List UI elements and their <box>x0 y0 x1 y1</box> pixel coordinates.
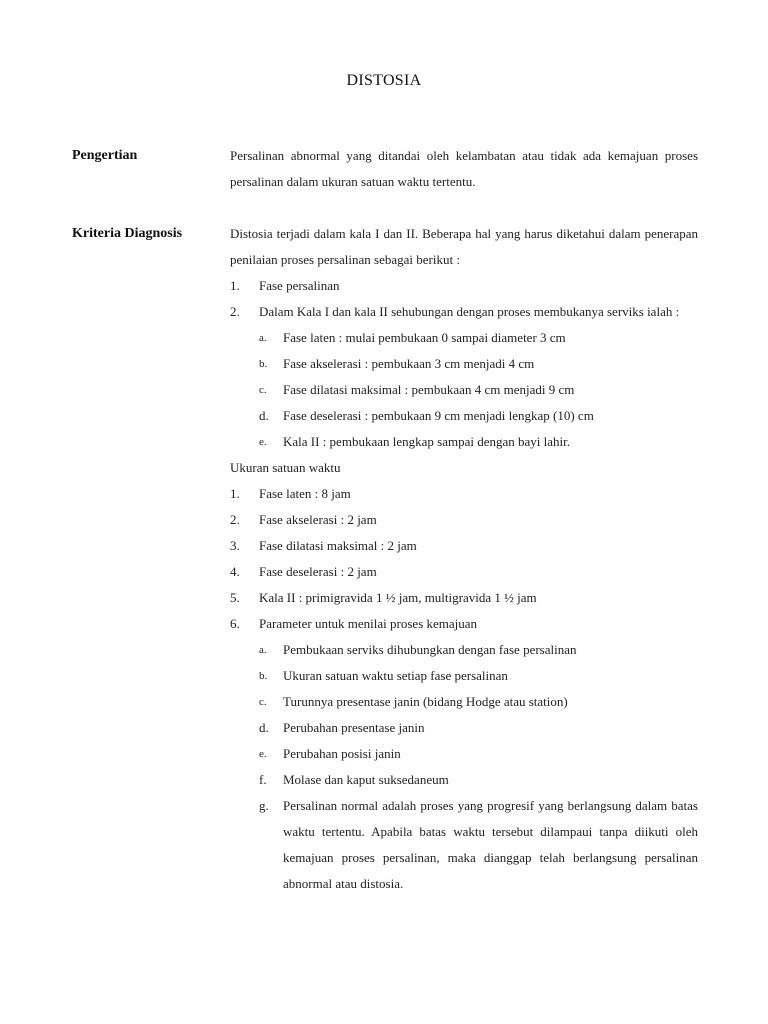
list-item-text: Fase deselerasi : 2 jam <box>259 564 377 579</box>
list-item-text: Parameter untuk menilai proses kemajuan <box>259 616 478 631</box>
list-item <box>230 611 698 637</box>
ukuran-heading: Ukuran satuan waktu <box>230 460 341 475</box>
sub-list-item <box>259 351 698 377</box>
sub-list-text: Molase dan kaput suksedaneum <box>283 772 449 787</box>
sub-list-text: Ukuran satuan waktu setiap fase persalinan <box>283 668 508 683</box>
criteria-intro-paragraph: Distosia terjadi dalam kala I dan II. Beberapa hal yang harus diketahui dalam penerapan penilaian proses persalinan sebagai berikut : <box>230 226 698 267</box>
sub-list-item <box>259 741 698 767</box>
list-item-marker: 4. <box>230 564 240 579</box>
sub-list-marker: g. <box>259 798 269 813</box>
sub-list-text: Persalinan normal adalah proses yang progresif yang berlangsung dalam batas waktu tertentu. Apabila batas waktu tersebut dilampaui tanpa diikuti oleh kemajuan proses persalinan, maka dianggap telah berlangsung persalinan abnormal atau distosia. <box>283 798 698 891</box>
sub-list-marker: e. <box>259 436 267 448</box>
list-item-text: Fase persalinan <box>259 278 340 293</box>
definition-paragraph: Persalinan abnormal yang ditandai oleh kelambatan atau tidak ada kemajuan proses persalinan dalam ukuran satuan waktu tertentu. <box>230 148 698 189</box>
list-item <box>230 585 698 611</box>
list-item-marker: 1. <box>230 486 240 501</box>
sub-list-marker: b. <box>259 670 268 682</box>
sub-list-text: Pembukaan serviks dihubungkan dengan fase persalinan <box>283 642 577 657</box>
list-item <box>230 507 698 533</box>
sub-list-text: Fase laten : mulai pembukaan 0 sampai diameter 3 cm <box>283 330 566 345</box>
sub-list-marker: e. <box>259 748 267 760</box>
sub-list-text: Perubahan presentase janin <box>283 720 425 735</box>
sub-list-text: Fase deselerasi : pembukaan 9 cm menjadi lengkap (10) cm <box>283 408 594 423</box>
list-item-marker: 2. <box>230 512 240 527</box>
sub-list-text: Perubahan posisi janin <box>283 746 401 761</box>
sub-list-item <box>259 793 698 897</box>
sub-list-item <box>259 637 698 663</box>
list-item <box>230 481 698 507</box>
sub-list-item <box>259 325 698 351</box>
sub-list-marker: d. <box>259 720 269 735</box>
sub-list-marker: d. <box>259 408 269 423</box>
list-item-marker: 2. <box>230 304 240 319</box>
sub-list-item <box>259 403 698 429</box>
list-item-text: Dalam Kala I dan kala II sehubungan dengan proses membukanya serviks ialah : <box>259 304 680 319</box>
list-item-marker: 6. <box>230 616 240 631</box>
sub-list-marker: a. <box>259 644 267 656</box>
sub-list-item <box>259 663 698 689</box>
list-item-marker: 1. <box>230 278 240 293</box>
section-body-pengertian <box>230 143 698 195</box>
list-item-text: Fase akselerasi : 2 jam <box>259 512 377 527</box>
sub-list-text: Fase akselerasi : pembukaan 3 cm menjadi 4 cm <box>283 356 535 371</box>
sub-list-item <box>259 689 698 715</box>
section-label-kriteria: Kriteria Diagnosis <box>72 226 183 241</box>
sub-list-marker: f. <box>259 772 267 787</box>
sub-list-marker: b. <box>259 358 268 370</box>
list-item <box>230 273 698 299</box>
sub-list-item <box>259 429 698 455</box>
section-label-pengertian: Pengertian <box>72 148 138 163</box>
sub-list-text: Kala II : pembukaan lengkap sampai dengan bayi lahir. <box>283 434 570 449</box>
sub-list-item <box>259 715 698 741</box>
list-item-marker: 5. <box>230 590 240 605</box>
section-body-kriteria <box>230 221 698 897</box>
sub-list-marker: c. <box>259 384 267 396</box>
list-item <box>230 559 698 585</box>
list-item-text: Fase laten : 8 jam <box>259 486 351 501</box>
list-item <box>230 299 698 325</box>
page-title: DISTOSIA <box>346 72 422 89</box>
sub-list-text: Fase dilatasi maksimal : pembukaan 4 cm menjadi 9 cm <box>283 382 575 397</box>
list-item-text: Fase dilatasi maksimal : 2 jam <box>259 538 417 553</box>
list-item-marker: 3. <box>230 538 240 553</box>
sub-list-item <box>259 767 698 793</box>
sub-list-item <box>259 377 698 403</box>
list-item-text: Kala II : primigravida 1 ½ jam, multigravida 1 ½ jam <box>259 590 537 605</box>
sub-list-marker: c. <box>259 696 267 708</box>
list-item <box>230 533 698 559</box>
sub-list-text: Turunnya presentase janin (bidang Hodge atau station) <box>283 694 568 709</box>
sub-list-marker: a. <box>259 332 267 344</box>
